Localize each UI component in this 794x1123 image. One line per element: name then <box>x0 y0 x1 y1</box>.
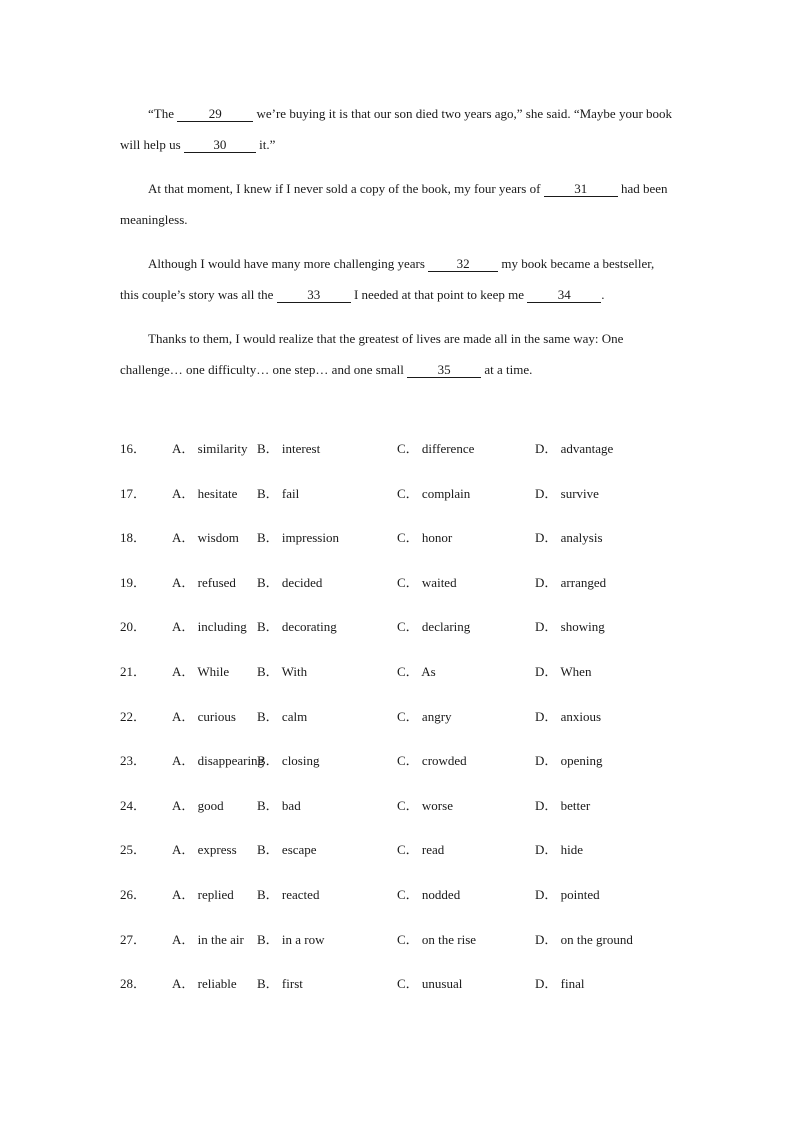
option-b: B． first <box>257 976 303 992</box>
paragraph-2 <box>120 173 675 235</box>
paragraph-text: we’re buying it is that our son died two years ago,” she said. “Maybe your book will help us <box>120 106 673 152</box>
option-b: B． With <box>257 663 308 679</box>
option-d: D． survive <box>535 485 599 501</box>
question-number: 19． <box>120 574 147 590</box>
option-a: A． hesitate <box>172 485 238 501</box>
question-row <box>120 655 675 700</box>
question-row <box>120 789 675 834</box>
option-a: A． in the air <box>172 931 244 947</box>
paragraph-3 <box>120 248 675 310</box>
option-a: A． curious <box>172 708 236 724</box>
option-a: A． reliable <box>172 976 237 992</box>
passage <box>120 98 675 398</box>
paragraph-text: Although I would have many more challenging years <box>148 256 429 271</box>
option-a: A． including <box>172 619 247 635</box>
option-c: C． As <box>397 663 436 679</box>
question-number: 24． <box>120 797 147 813</box>
option-b: B． impression <box>257 530 339 546</box>
question-number: 17． <box>120 485 147 501</box>
option-a: A． wisdom <box>172 530 239 546</box>
paragraph-text: Thanks to them, I would realize that the greatest of lives are made all in the same way: One challenge… one difficulty… one step… and one small <box>120 331 624 377</box>
question-number: 23． <box>120 753 147 769</box>
question-row <box>120 566 675 611</box>
option-b: B． calm <box>257 708 308 724</box>
option-c: C． unusual <box>397 976 463 992</box>
option-b: B． in a row <box>257 931 325 947</box>
question-row <box>120 700 675 745</box>
paragraph-1 <box>120 98 675 160</box>
paragraph-text: at a time. <box>481 362 533 377</box>
question-row <box>120 521 675 566</box>
blank-31: 31 <box>544 181 618 197</box>
option-d: D． advantage <box>535 441 614 456</box>
option-b: B． interest <box>257 441 321 456</box>
option-d: D． showing <box>535 619 605 635</box>
question-number: 18． <box>120 530 147 546</box>
option-b: B． escape <box>257 842 317 858</box>
option-b: B． closing <box>257 753 320 769</box>
question-number: 25． <box>120 842 147 858</box>
option-c: C． declaring <box>397 619 471 635</box>
option-b: B． reacted <box>257 886 320 902</box>
blank-29: 29 <box>177 106 253 122</box>
option-d: D． analysis <box>535 530 603 546</box>
option-d: D． anxious <box>535 708 602 724</box>
paragraph-text: had been meaningless. <box>120 181 668 227</box>
option-d: D． pointed <box>535 886 600 902</box>
option-a: A． similarity <box>172 441 248 456</box>
question-number: 16． <box>120 441 147 456</box>
option-c: C． worse <box>397 797 453 813</box>
option-d: D． on the ground <box>535 931 633 947</box>
blank-30: 30 <box>184 137 256 153</box>
paragraph-text: my book became a bestseller, this couple’s story was all the <box>120 256 655 302</box>
option-c: C． nodded <box>397 886 461 902</box>
option-c: C． crowded <box>397 753 467 769</box>
option-b: B． decided <box>257 574 323 590</box>
option-c: C． honor <box>397 530 453 546</box>
question-row <box>120 967 675 1012</box>
paragraph-text: . <box>601 287 605 302</box>
option-a: A． While <box>172 663 230 679</box>
option-d: D． arranged <box>535 574 607 590</box>
option-d: D． better <box>535 797 591 813</box>
option-c: C． complain <box>397 485 471 501</box>
blank-35: 35 <box>407 362 481 378</box>
question-number: 22． <box>120 708 147 724</box>
option-d: D． final <box>535 976 585 992</box>
question-row <box>120 833 675 878</box>
option-c: C． on the rise <box>397 931 477 947</box>
question-row <box>120 744 675 789</box>
paragraph-text: I needed at that point to keep me <box>350 287 528 302</box>
option-b: B． fail <box>257 485 300 501</box>
option-d: D． hide <box>535 842 584 858</box>
option-c: C． angry <box>397 708 452 724</box>
option-d: D． opening <box>535 753 603 769</box>
question-row <box>120 432 675 477</box>
question-number: 27． <box>120 931 147 947</box>
paragraph-text: At that moment, I knew if I never sold a copy of the book, my four years of <box>148 181 544 196</box>
blank-33: 33 <box>277 287 351 303</box>
option-d: D． When <box>535 663 592 679</box>
question-row <box>120 878 675 923</box>
option-c: C． waited <box>397 574 457 590</box>
option-a: A． refused <box>172 574 236 590</box>
question-number: 20． <box>120 619 147 635</box>
blank-34: 34 <box>527 287 601 303</box>
option-b: B． bad <box>257 797 301 813</box>
question-number: 26． <box>120 886 147 902</box>
question-row <box>120 477 675 522</box>
paragraph-text: “The <box>148 106 178 121</box>
question-number: 21． <box>120 663 147 679</box>
option-c: C． difference <box>397 441 475 456</box>
blank-32: 32 <box>428 256 498 272</box>
paragraph-4 <box>120 323 675 385</box>
option-a: A． disappearing <box>172 753 265 769</box>
paragraph-text: it.” <box>255 137 276 152</box>
question-row <box>120 610 675 655</box>
option-b: B． decorating <box>257 619 337 635</box>
option-a: A． express <box>172 842 237 858</box>
question-row <box>120 923 675 968</box>
answer-options <box>120 432 675 1012</box>
option-a: A． good <box>172 797 224 813</box>
option-c: C． read <box>397 842 445 858</box>
question-number: 28． <box>120 976 147 992</box>
option-a: A． replied <box>172 886 234 902</box>
